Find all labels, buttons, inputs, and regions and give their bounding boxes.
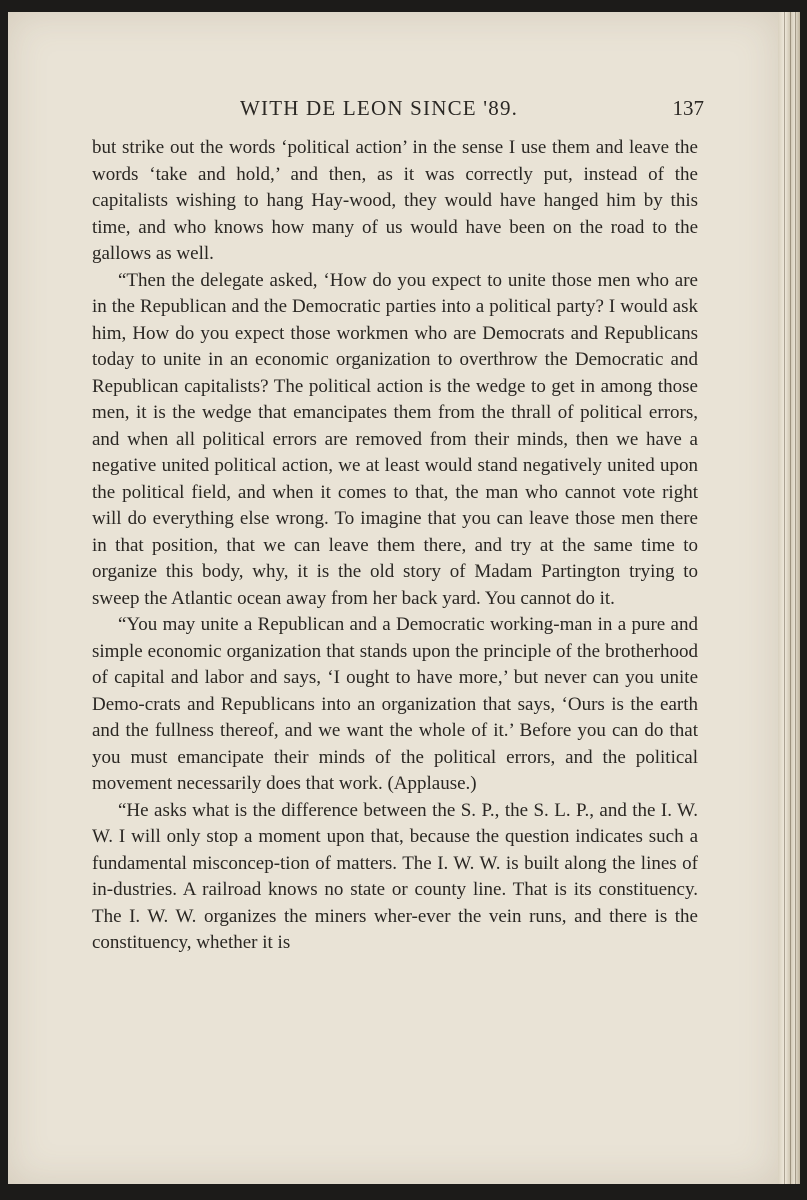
paragraph-3: “You may unite a Republican and a Democratic working-man in a pure and simple economic organization that stands upon the principle of the brotherhood of capital and labor and says, ‘I ought to have more,’ but never can you unite Demo-crats and Republicans into an organization that says, ‘Ours is the earth and the fullness thereof, and we want the whole of it.’ Before you can do that you must emancipate their minds of the political errors, and the political movement necessarily does that work. (Applause.) <box>92 614 698 794</box>
running-head: WITH DE LEON SINCE '89. <box>240 96 519 120</box>
paragraph-2: “Then the delegate asked, ‘How do you expect to unite those men who are in the Republican and the Democratic parties into a political party? I would ask him, How do you expect those workmen who are Democrats and Republicans today to unite in an economic organization to overthrow the Democratic and Republican capitalists? The political action is the wedge to get in among those men, it is the wedge that emancipates them from the thrall of political errors, and when all political errors are removed from their minds, then we have a negative united political action, we at least would stand negatively united upon the political field, and when it comes to that, the man who cannot vote right will do everything else wrong. To imagine that you can leave those men there in that position, that we can leave them there, and try at the same time to organize this body, why, it is the old story of Madam Partington trying to sweep the Atlantic ocean away from her back yard. You cannot do it. <box>92 269 698 609</box>
page-edge-stack <box>778 12 800 1184</box>
page-edge-line <box>795 12 796 1184</box>
paragraph-1: but strike out the words ‘political action’ in the sense I use them and leave the words ‘take and hold,’ and then, as it was correctly put, instead of the capitalists wishing to hang Hay-wood, they would have hanged him by this time, and who knows how many of us would have been on the road to the gallows as well. <box>92 137 698 264</box>
page-header <box>240 96 704 126</box>
page-edge-line <box>790 12 791 1184</box>
body-text <box>92 135 698 957</box>
paragraph-4: “He asks what is the difference between the S. P., the S. L. P., and the I. W. W. I will only stop a moment upon that, because the question indicates such a fundamental misconcep-tion of matters. The I. W. W. is built along the lines of in-dustries. A railroad knows no state or county line. That is its constituency. The I. W. W. organizes the miners wher-ever the vein runs, and there is the constituency, whether it is <box>92 799 698 953</box>
page-number: 137 <box>672 96 704 120</box>
page-edge-line <box>784 12 785 1184</box>
